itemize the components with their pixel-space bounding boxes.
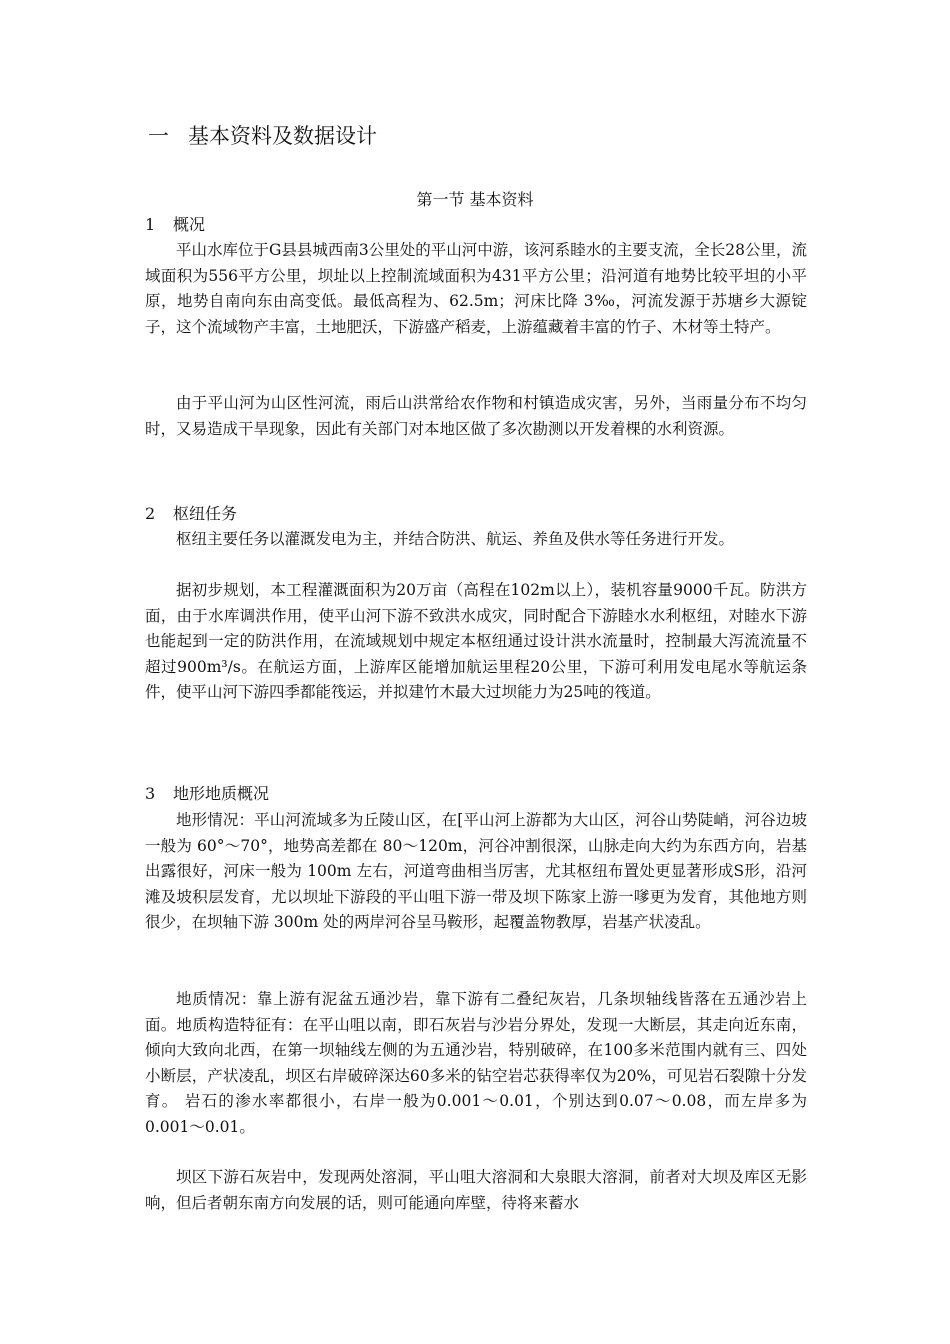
paragraph: 坝区下游石灰岩中，发现两处溶洞，平山咀大溶洞和大泉眼大溶洞，前者对大坝及库区无影响，但后者朝东南方向发展的话，则可能通向库壁，待将来蓄水 [145, 1168, 807, 1212]
chapter-title-text: 基本资料及数据设计 [188, 124, 377, 148]
heading-number: 3 [145, 784, 156, 803]
paragraph: 平山水库位于G县县城西南3公里处的平山河中游，该河系睦水的主要支流，全长28公里，流域面积为556平方公里，坝址以上控制流域面积为431平方公里；沿河道有地势比较平坦的小平原，地势自南向东由高变低。最低高程为、62.5m；河床比降 3‰，河流发源于苏塘乡大源锭子，这个流域物产丰富，土地肥沃，下游盛产稻麦，上游蕴藏着丰富的竹子、木材等土特产。 [145, 241, 807, 336]
heading-hub-tasks [145, 503, 237, 525]
heading-text: 地形地质概况 [173, 784, 270, 803]
heading-overview [145, 214, 205, 236]
heading-number: 1 [145, 215, 156, 234]
paragraph: 枢纽主要任务以灌溉发电为主，并结合防洪、航运、养鱼及供水等任务进行开发。 [176, 530, 735, 548]
paragraph: 据初步规划，本工程灌溉面积为20万亩（高程在102m以上），装机容量9000千瓦。防洪方面，由于水库调洪作用，使平山河下游不致洪水成灾，同时配合下游睦水水利枢纽，对睦水下游也能起到一定的防洪作用，在流域规划中规定本枢纽通过设计洪水流量时，控制最大泻流流量不超过900m³/s。在航运方面，上游库区能增加航运里程20公里，下游可利用发电尾水等航运条件，使平山河下游四季都能筏运，并拟建竹木最大过坝能力为25吨的筏道。 [145, 581, 807, 702]
paragraph: 由于平山河为山区性河流，雨后山洪常给农作物和村镇造成灾害，另外，当雨量分布不均匀时，又易造成干旱现象，因此有关部门对本地区做了多次勘测以开发着棵的水利资源。 [145, 394, 807, 438]
heading-text: 概况 [173, 215, 206, 234]
section-title: 第一节 基本资料 [416, 190, 534, 209]
heading-terrain-geology [145, 783, 269, 805]
heading-number: 2 [145, 504, 156, 523]
chapter-number: 一 [148, 124, 169, 148]
heading-text: 枢纽任务 [173, 504, 238, 523]
paragraph: 地形情况：平山河流域多为丘陵山区，在[平山河上游都为大山区，河谷山势陡峭，河谷边坡一般为 60°～70°，地势高差都在 80～120m，河谷冲割很深，山脉走向大约为东西方向，岩基出露很好，河床一般为 100m 左右，河道弯曲相当厉害，尤其枢纽布置处更显著形成S形，沿河滩及坡积层发育，尤以坝址下游段的平山咀下游一带及坝下陈家上游一嗲更为发育，其他地方则很少，在坝轴下游 300m 处的两岸河谷呈马鞍形，起覆盖物教厚，岩基产状凌乱。 [145, 811, 807, 932]
paragraph: 地质情况：靠上游有泥盆五通沙岩，靠下游有二叠纪灰岩，几条坝轴线皆落在五通沙岩上面。地质构造特征有：在平山咀以南，即石灰岩与沙岩分界处，发现一大断层，其走向近东南，倾向大致向北西，在第一坝轴线左侧的为五通沙岩，特别破碎，在100多米范围内就有三、四处小断层，产状凌乱，坝区右岸破碎深达60多米的钻空岩芯获得率仅为20%，可见岩石裂隙十分发育。 岩石的渗水率都很小，右岸一般为0.001～0.01，个别达到0.07～0.08，而左岸多为0.001～0.01。 [145, 990, 807, 1136]
chapter-title [148, 122, 377, 150]
